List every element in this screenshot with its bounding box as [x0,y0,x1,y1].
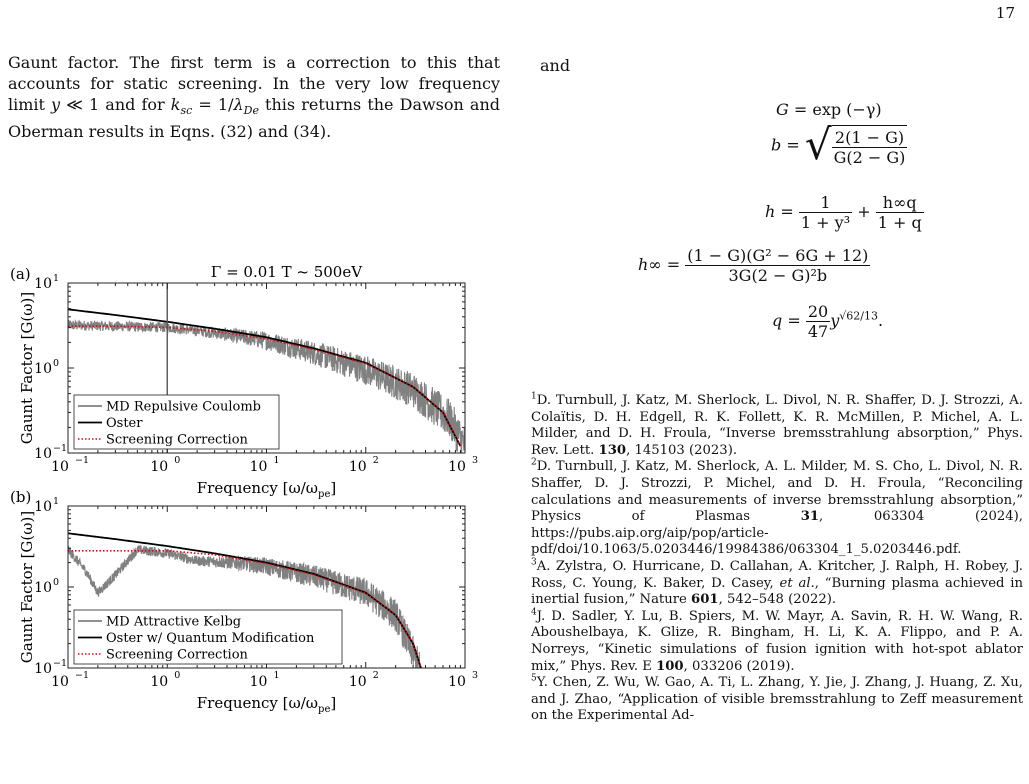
x-tick-exponent: −1 [75,455,90,466]
y-tick-exponent: −1 [53,443,68,454]
equation-G: G = exp (−γ) [776,100,882,119]
x-tick-label: 10 [448,674,466,690]
x-axis-label-sub: pe [318,489,331,500]
y-axis-label: Gaunt Factor [G(ω)] [18,291,36,445]
eq-h-t1-den: 1 + y³ [800,213,851,232]
x-axis-label: Frequency $[\omega/\omega_{pe}]$ [196,479,337,500]
eq-q-den: 47 [807,322,829,341]
x-tick-exponent: 0 [174,670,181,681]
ref-2-num: 2 [531,457,537,468]
panel-tag: (b) [10,488,32,506]
x-tick-label: 10 [249,459,268,475]
sqrt-symbol: √ $\frac{2(1 - G)}{G(2 - G)}$ [804,120,906,169]
x-tick-exponent: 3 [472,670,479,681]
eq-G-rhs: exp (−γ) [812,100,882,119]
x-tick-label: 10 [348,674,367,690]
x-tick-label: 10 [448,459,466,475]
x-tick-label: 10 [348,459,367,475]
ref-5-text: Y. Chen, Z. Wu, W. Gao, A. Ti, L. Zhang, Y. Jie, J. Zhang, J. Huang, Z. Xu, and J. Zhao, “Application of visible bremsstrahlung to Zeff measurement on the Experimental Ad- [531,675,1023,724]
x-tick-label: 10 [249,674,268,690]
legend-label: Screening Correction [106,432,248,448]
ref-4-text: J. D. Sadler, Y. Lu, B. Spiers, M. W. Mayr, A. Savin, R. H. W. Wang, R. Aboushelbaya, K. Glize, R. Bingham, H. Li, K. A. Flippo, and P. A. Norreys, “Kinetic simulations of fusion ignition with hot-spot ablator mix,” Phys. Rev. E [531,608,1023,674]
y-tick-exponent: 0 [53,577,60,588]
x-axis-label: Frequency $[\omega/\omega_{pe}]$ [196,694,337,715]
eq-q-tail: y [830,311,840,330]
x-tick-exponent: −1 [75,670,90,681]
eq-q-exp: √62/13 [839,309,878,323]
ref-2-vol: 31 [800,509,820,525]
chart-title: Γ = 0.01 T ~ 500eV [210,263,363,281]
ref-3-mid: , “Burning plasma achieved in inertial fusion,” Nature [531,575,1023,608]
ref-3-vol: 601 [691,592,719,608]
equation-hinf: h∞ = $\frac{\text{(1 − G)(G² − 6G + 12)}}{\text{3G(2 − G)²b}}$ [638,246,869,285]
eq-h-t2-den: 1 + q [877,213,922,232]
x-axis-label-sub: pe [318,704,331,715]
eq-b-num: 2(1 − G) [832,128,908,148]
left-paragraph: Gaunt factor. The first term is a correction to this that accounts for static screening. In the very low frequency limit y ≪ 1 and for $k_{sc} = 1/\lambda_{De}$ this returns the Dawson and Oberman results in Eqns. (32) and (34). [8,53,501,142]
left-paragraph-part-a: Gaunt factor. The first term is a correction to this that accounts for static screening. In the very low frequency limit [8,53,500,114]
legend-label: Oster [106,416,143,431]
left-paragraph-part-b: and for [99,95,171,114]
y-tick-exponent: 1 [53,496,60,507]
y-tick-label: 10 [34,446,52,462]
ref-1-num: 1 [531,391,537,402]
y-tick-label: 10 [34,276,52,292]
x-tick-label: 10 [150,459,169,475]
figure-a [0,258,500,500]
x-tick-exponent: 2 [372,670,379,681]
ref-4-num: 4 [531,607,537,618]
page-number: 17 [995,4,1015,22]
left-paragraph-part-c: this returns the Dawson and Oberman results in Eqns. (32) and (34). [8,95,501,142]
eq-b-den: G(2 − G) [833,148,906,167]
ref-1-text: D. Turnbull, J. Katz, M. Sherlock, L. Divol, N. R. Shaffer, D. J. Strozzi, A. Colaïtis, D. H. Edgell, R. K. Follett, K. R. McMillen, P. Michel, A. L. Milder, and D. H. Froula, “Inverse bremsstrahlung absorption,” Phys. Rev. Lett. [531,393,1023,458]
eq-hinf-lhs: h∞ [638,255,662,274]
y-tick-exponent: 1 [53,273,60,284]
x-tick-exponent: 1 [273,670,280,681]
ref-2-tail: , 063304 (2024), https://pubs.aip.org/aip/pop/article-pdf/doi/10.1063/5.0203446/19984386/063304_1_5.0203446.pdf. [531,509,1023,558]
reference-2 [531,459,1023,559]
x-tick-exponent: 3 [472,455,479,466]
ref-4-tail: , 033206 (2019). [683,658,795,674]
equation-q: q = $\frac{20}{47}$ $y^{√62/13}$. [772,302,884,341]
reference-4 [531,609,1023,675]
eq-hinf-den: 3G(2 − G)²b [728,266,828,285]
ref-1-tail: , 145103 (2023). [626,442,738,458]
reference-3 [531,559,1023,609]
equation-b: b = √ $\frac{2(1 - G)}{G(2 - G)}$ [771,120,906,169]
eq-q-lhs: q [772,311,783,330]
x-tick-exponent: 2 [372,455,379,466]
eq-q-num: 20 [807,302,829,321]
y-tick-exponent: −1 [53,658,68,669]
ref-3-text: A. Zylstra, O. Hurricane, D. Callahan, A. Kritcher, J. Ralph, H. Robey, J. Ross, C. Young, K. Baker, D. Casey, [531,558,1023,591]
x-tick-label: 10 [51,459,69,475]
eq-h-t1-num: 1 [799,193,852,213]
legend-label: MD Repulsive Coulomb [106,399,261,415]
x-axis-label-close: ] [330,694,337,712]
y-tick-exponent: 0 [53,358,60,369]
and-word: and [540,56,571,75]
x-tick-exponent: 1 [273,455,280,466]
ref-3-etal: et al. [779,575,815,591]
equation-h: h = $\frac{1}{\text{1 + y³}}$ + $\frac{h\infty q}{1 + q}$ [765,193,922,232]
ref-1-vol: 130 [598,442,627,458]
x-tick-exponent: 0 [174,455,181,466]
y-tick-label: 10 [34,361,52,377]
panel-tag: (a) [10,265,31,283]
ref-3-num: 3 [531,557,537,568]
reference-1 [531,393,1023,459]
eq-h-t2-num: h∞q [876,193,924,213]
eq-q-end: . [877,311,884,330]
eq-G-lhs: G [776,100,789,119]
ref-2-text: D. Turnbull, J. Katz, M. Sherlock, A. L. Milder, M. S. Cho, L. Divol, N. R. Shaffer, D. J. Strozzi, P. Michel, and D. H. Froula, “Reconciling calculations and measurements of inverse bremsstrahlung absorption,” Physics of Plasmas [531,459,1023,525]
legend-label: Screening Correction [106,647,248,663]
eq-hinf-num: (1 − G)(G² − 6G + 12) [687,246,869,265]
figure-b [0,480,500,720]
x-tick-label: 10 [150,674,169,690]
x-axis-label-close: ] [330,479,337,497]
eq-h-lhs: h [765,202,776,221]
ref-4-vol: 100 [656,658,684,674]
eq-b-lhs: b [771,135,782,155]
references-list [531,393,1023,725]
y-tick-label: 10 [34,580,52,596]
x-tick-label: 10 [51,674,69,690]
y-tick-label: 10 [34,661,52,677]
y-axis-label: Gaunt Factor [G(ω)] [18,510,36,664]
reference-5 [531,675,1023,725]
ref-3-tail: , 542–548 (2022). [718,592,837,608]
ref-5-num: 5 [531,673,537,684]
legend-label: MD Attractive Kelbg [106,614,242,630]
legend-label: Oster w/ Quantum Modification [106,631,315,646]
y-tick-label: 10 [34,499,52,515]
